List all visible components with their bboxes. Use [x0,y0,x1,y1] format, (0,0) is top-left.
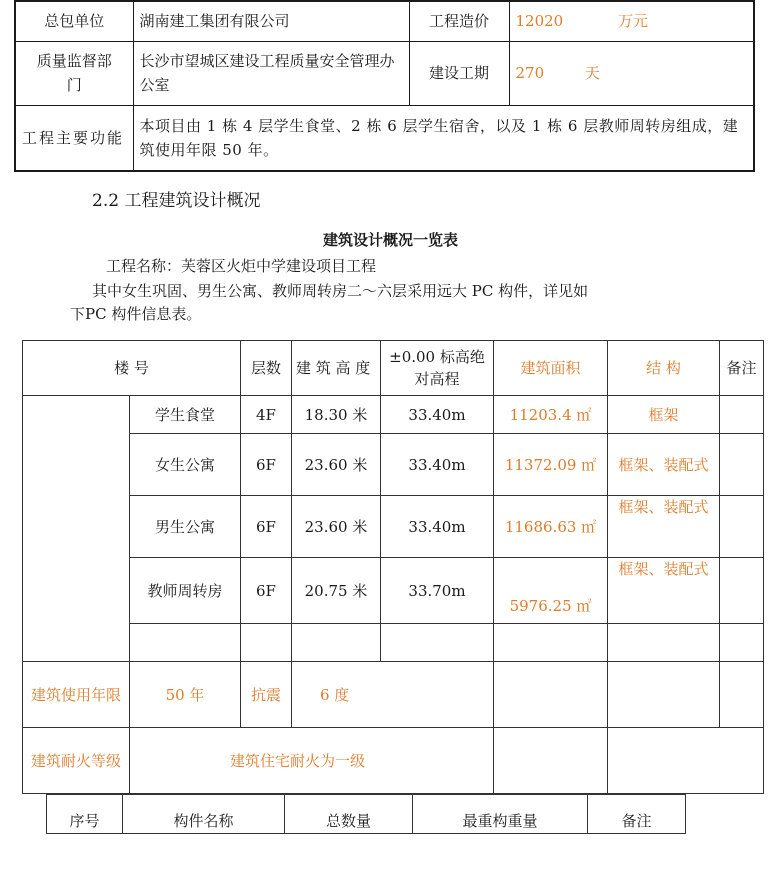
building-area: 11203.4 ㎡ [494,396,608,434]
building-elevation: 33.70m [381,558,494,624]
header-elevation: ±0.00 标高绝对高程 [381,341,494,396]
header-total-quantity: 总数量 [285,795,413,834]
fire-value: 建筑住宅耐火为一级 [130,728,494,794]
header-floors: 层数 [241,341,292,396]
general-contractor-label: 总包单位 [15,1,133,41]
building-height: 18.30 米 [292,396,381,434]
building-area: 11686.63 ㎡ [494,496,608,558]
building-structure: 框架、装配式 [608,434,720,496]
table-title: 建筑设计概况一览表 [322,231,458,249]
table-row [23,558,764,624]
header-height: 建 筑 高 度 [292,341,381,396]
duration-unit: 天 [584,64,600,82]
supervision-label: 质量监督部门 [15,41,133,105]
fire-rating-row [23,728,764,794]
building-design-table [22,340,764,794]
building-name: 女生公寓 [130,434,241,496]
seismic-value: 6 度 [292,662,494,728]
supervision-value: 长沙市望城区建设工程质量安全管理办公室 [133,41,409,105]
pc-component-table [46,794,686,834]
section-heading: 2.2 工程建筑设计概况 [92,191,261,211]
building-name: 男生公寓 [130,496,241,558]
header-area: 建筑面积 [494,341,608,396]
table-row [23,496,764,558]
header-remarks: 备注 [720,341,764,396]
building-remarks [720,558,764,624]
cost-unit: 万元 [618,12,649,31]
cost-label: 工程造价 [409,1,509,41]
cost-cell [509,1,754,41]
building-floors: 6F [241,496,292,558]
header-remarks: 备注 [588,795,686,834]
service-life-row [23,662,764,728]
project-info-table [14,0,755,172]
service-life-label: 建筑使用年限 [23,662,130,728]
building-area: 11372.09 ㎡ [494,434,608,496]
building-elevation: 33.40m [381,434,494,496]
building-structure: 框架 [608,396,720,434]
general-contractor-value: 湖南建工集团有限公司 [133,1,409,41]
table-row-empty [23,624,764,662]
project-name-line: 工程名称：芙蓉区火炬中学建设项目工程 [106,257,377,275]
building-name: 学生食堂 [130,396,241,434]
table-row [23,434,764,496]
seismic-label: 抗震 [241,662,292,728]
building-floors: 6F [241,558,292,624]
building-elevation: 33.40m [381,496,494,558]
building-height: 20.75 米 [292,558,381,624]
header-building: 楼 号 [23,341,241,396]
building-group-cell [23,396,130,662]
cost-value: 12020 [515,12,564,31]
building-height: 23.60 米 [292,434,381,496]
building-floors: 4F [241,396,292,434]
building-height: 23.60 米 [292,496,381,558]
description-line-1: 其中女生巩固、男生公寓、教师周转房二～六层采用远大 PC 构件，详见如 [92,282,589,300]
header-serial-no: 序号 [47,795,123,834]
building-name: 教师周转房 [130,558,241,624]
fire-label: 建筑耐火等级 [23,728,130,794]
function-value: 本项目由 1 栋 4 层学生食堂、2 栋 6 层学生宿舍，以及 1 栋 6 层教师周转房组成，建筑使用年限 50 年。 [133,105,754,171]
function-label: 工程主要功能 [15,105,133,171]
header-structure: 结 构 [608,341,720,396]
duration-value: 270 [515,64,545,82]
duration-cell [509,41,754,105]
building-structure: 框架、装配式 [608,496,720,558]
building-floors: 6F [241,434,292,496]
building-structure: 框架、装配式 [608,558,720,624]
building-area: 5976.25 ㎡ [494,558,608,624]
building-remarks [720,396,764,434]
building-elevation: 33.40m [381,396,494,434]
building-remarks [720,434,764,496]
service-life-value: 50 年 [130,662,241,728]
header-heaviest-weight: 最重构重量 [413,795,588,834]
building-remarks [720,496,764,558]
duration-label: 建设工期 [409,41,509,105]
description-line-2: 下PC 构件信息表。 [70,305,202,323]
header-component-name: 构件名称 [123,795,285,834]
table-row [23,396,764,434]
